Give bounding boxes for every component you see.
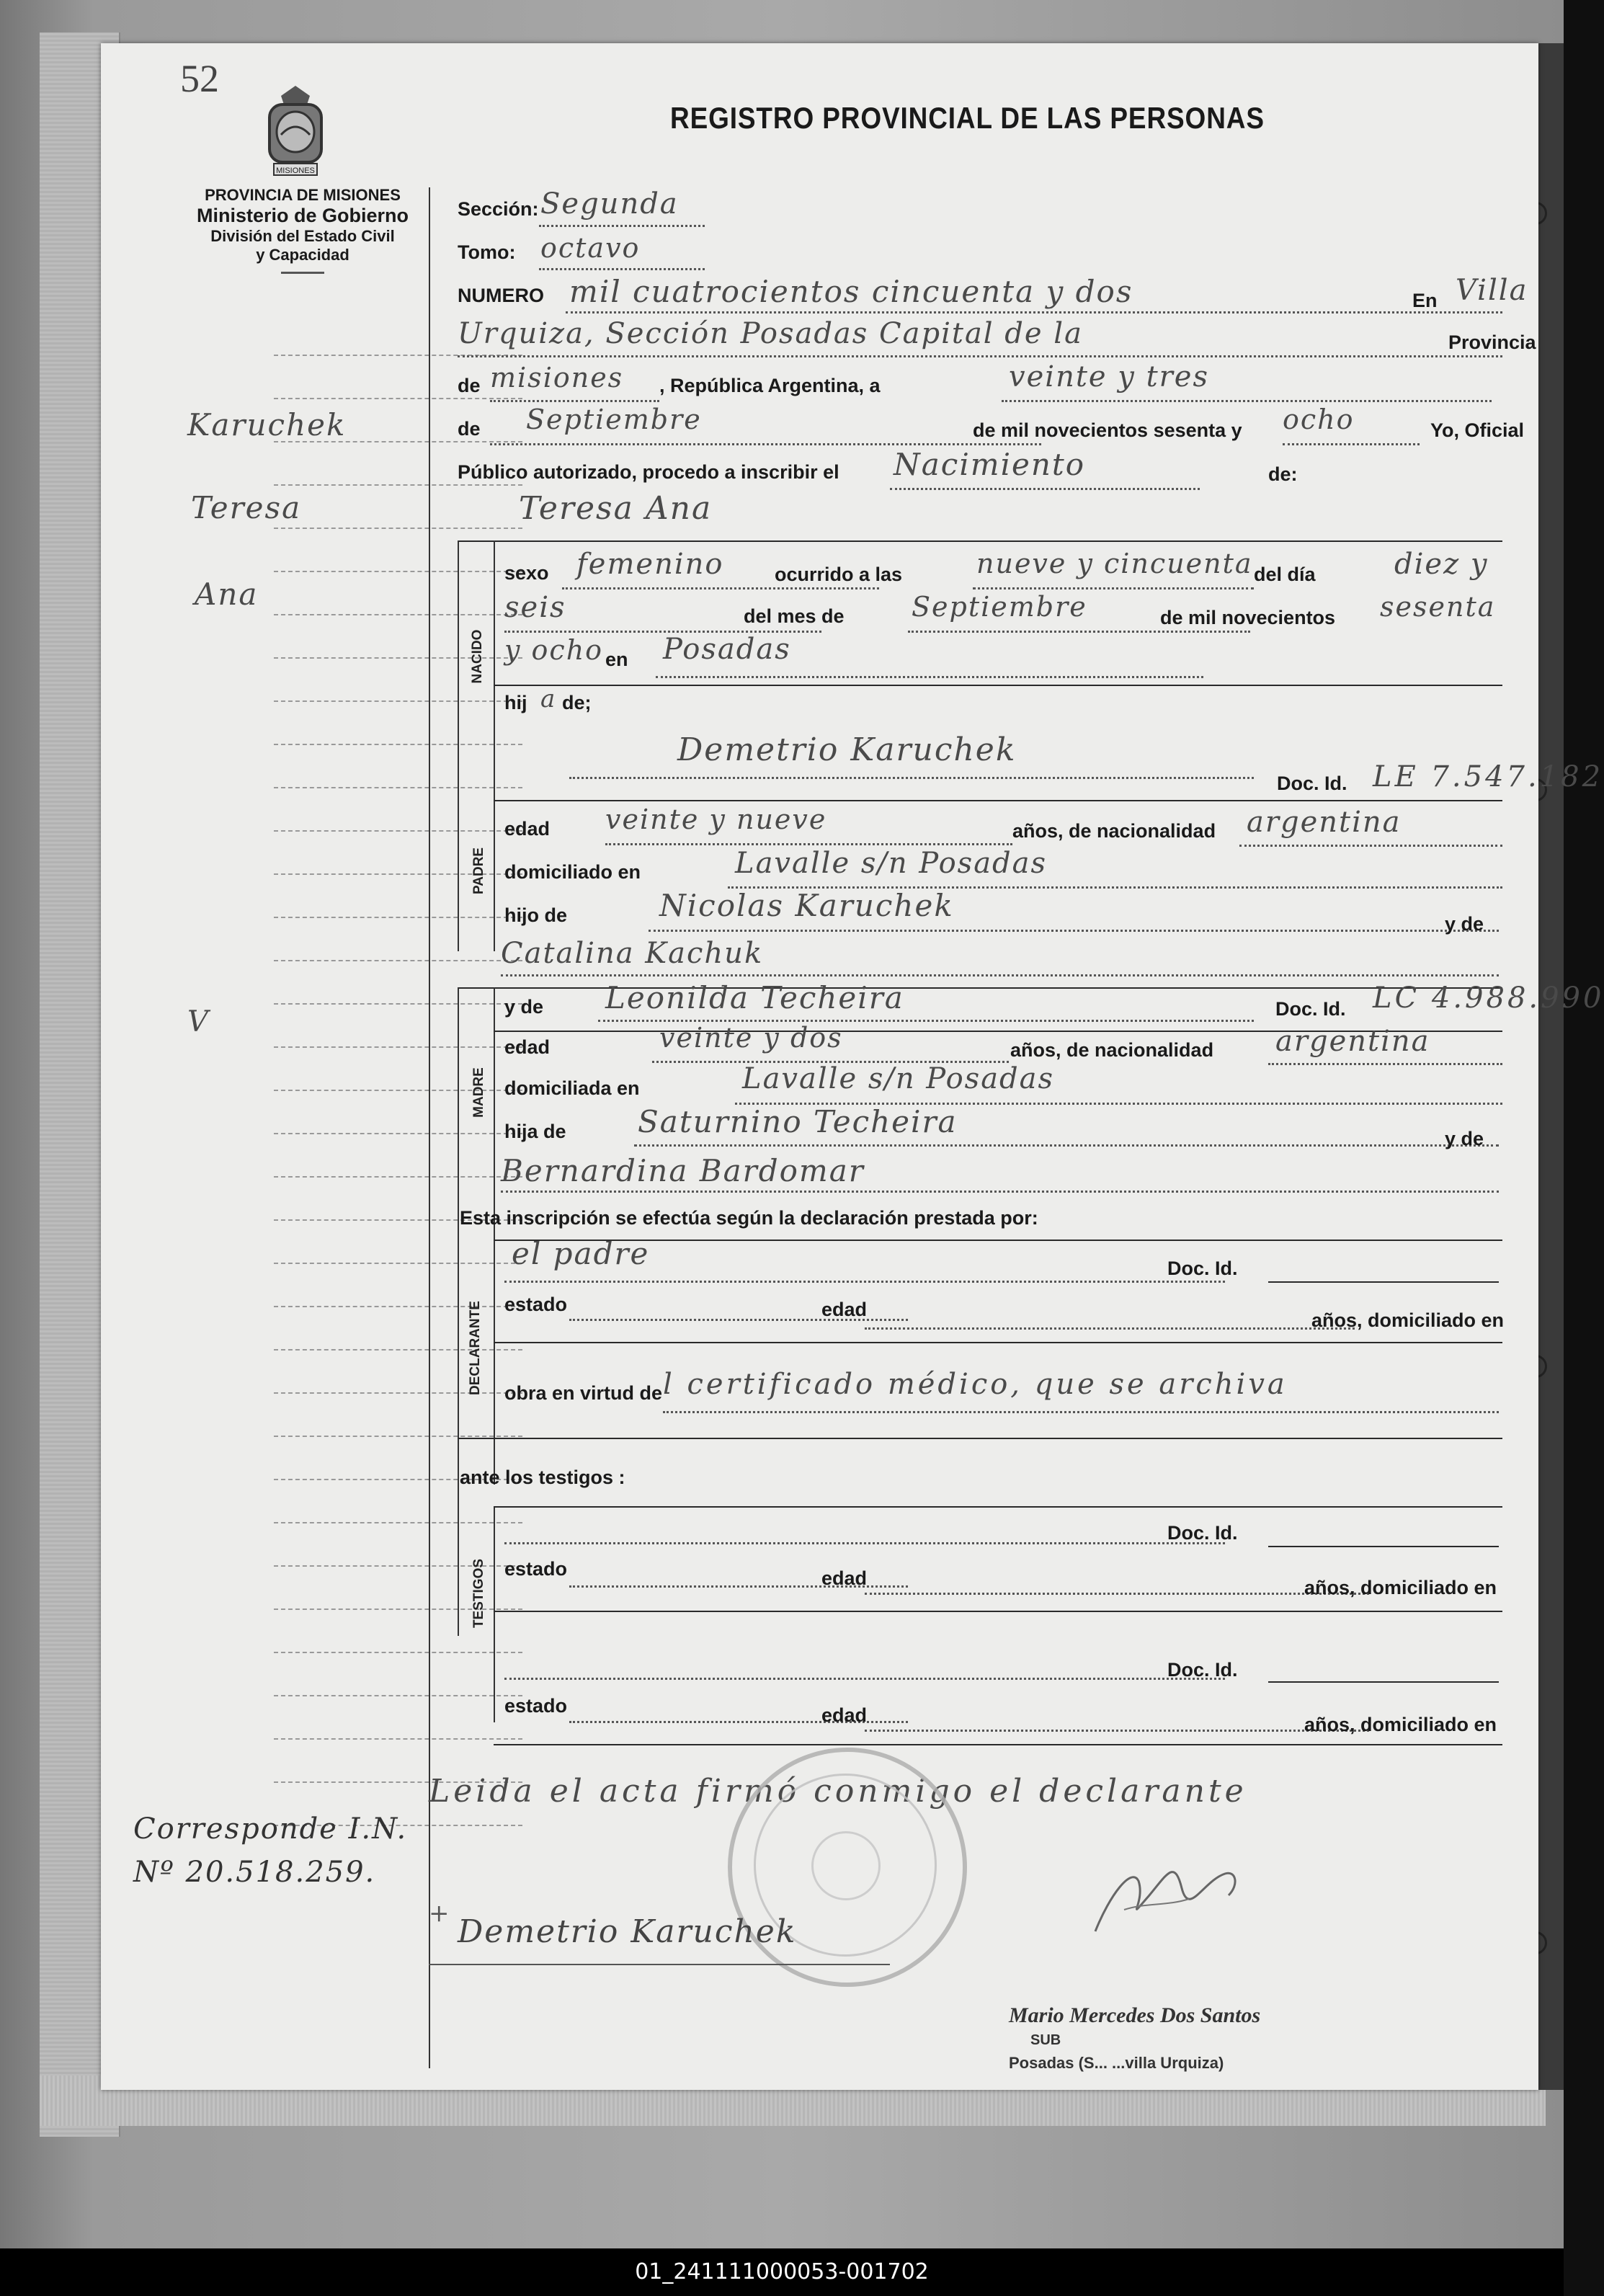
margin-rule bbox=[274, 1522, 522, 1523]
label-testigo2-estado: estado bbox=[504, 1695, 568, 1717]
label-en: En bbox=[1412, 290, 1438, 311]
value-madre-edad: veinte y dos bbox=[659, 1022, 843, 1054]
label-testigo2-edad: edad bbox=[821, 1704, 868, 1726]
margin-rule bbox=[274, 700, 522, 702]
label-seccion: Sección: bbox=[458, 198, 539, 220]
margin-note-line-1: Corresponde I.N. bbox=[133, 1812, 408, 1846]
label-del-dia: del día bbox=[1254, 564, 1316, 585]
value-seccion: Segunda bbox=[540, 187, 679, 221]
label-de-colon: de: bbox=[1268, 463, 1298, 485]
margin-rule bbox=[274, 1695, 522, 1696]
value-mes-fecha: Septiembre bbox=[526, 404, 702, 435]
label-declarante-edad: edad bbox=[821, 1299, 868, 1320]
label-declarante-domiciliado: años, domiciliado en bbox=[1311, 1309, 1505, 1331]
margin-rule bbox=[274, 528, 522, 529]
label-publico: Público autorizado, procedo a inscribir el bbox=[458, 461, 839, 483]
official-name: Mario Mercedes Dos Santos bbox=[1009, 2003, 1261, 2027]
label-madre-hija-de: hija de bbox=[504, 1121, 566, 1142]
label-madre-domicilio: domiciliada en bbox=[504, 1077, 640, 1099]
value-dia-nacimiento-2: seis bbox=[504, 591, 566, 624]
label-de-semicolon: de; bbox=[562, 692, 592, 713]
value-declarante: el padre bbox=[512, 1236, 650, 1271]
section-padre: PADRE bbox=[471, 847, 486, 894]
value-hora: nueve y cincuenta bbox=[976, 548, 1253, 579]
label-sexo: sexo bbox=[504, 562, 549, 584]
value-padre-domicilio: Lavalle s/n Posadas bbox=[735, 847, 1048, 880]
margin-note-line-2: Nº 20.518.259. bbox=[133, 1856, 376, 1889]
value-sexo: femenino bbox=[576, 548, 724, 581]
label-madre-nacionalidad: años, de nacionalidad bbox=[1010, 1039, 1214, 1061]
label-padre-nacionalidad: años, de nacionalidad bbox=[1012, 820, 1216, 842]
label-republica: , República Argentina, a bbox=[659, 375, 881, 396]
value-anio-fecha: ocho bbox=[1283, 404, 1355, 435]
seal-label: MISIONES bbox=[276, 166, 315, 175]
official-stamp bbox=[728, 1748, 967, 1987]
value-madre-nombre: Leonilda Techeira bbox=[605, 980, 904, 1015]
label-madre-y-de-2: y de bbox=[1445, 1128, 1484, 1149]
label-de-mil-novecientos: de mil novecientos bbox=[1160, 607, 1336, 628]
margin-surname: Karuchek bbox=[187, 407, 347, 442]
value-anio-nacimiento-2: y ocho bbox=[504, 634, 604, 666]
margin-rule bbox=[274, 1046, 522, 1048]
margin-rule bbox=[274, 787, 522, 788]
label-ocurrido: ocurrido a las bbox=[775, 564, 903, 585]
official-signature-icon bbox=[1081, 1852, 1254, 1946]
issuer-capacity: y Capacidad bbox=[256, 246, 349, 264]
label-padre-hijo-de: hijo de bbox=[504, 904, 567, 926]
value-padre-madre: Catalina Kachuk bbox=[501, 937, 764, 970]
value-madre-madre: Bernardina Bardomar bbox=[501, 1153, 865, 1188]
issuer-block bbox=[166, 186, 440, 274]
margin-rule bbox=[274, 1436, 522, 1437]
issuer-ministry: Ministerio de Gobierno bbox=[196, 205, 409, 226]
section-nacido: NACIDO bbox=[470, 629, 485, 684]
margin-rule bbox=[274, 571, 522, 572]
margin-name-1: Teresa bbox=[191, 490, 302, 525]
provincial-seal-icon bbox=[259, 83, 331, 180]
label-testigo2-doc: Doc. Id. bbox=[1167, 1659, 1238, 1681]
value-hij-suffix: a bbox=[540, 685, 557, 713]
value-numero: mil cuatrocientos cincuenta y dos bbox=[569, 274, 1133, 309]
value-provincia: misiones bbox=[490, 362, 624, 393]
label-madre-doc: Doc. Id. bbox=[1275, 998, 1346, 1020]
value-acto: Nacimiento bbox=[894, 447, 1086, 482]
label-obra: obra en virtud de bbox=[504, 1382, 663, 1404]
label-testigo1-estado: estado bbox=[504, 1558, 568, 1580]
label-declaracion: Esta inscripción se efectúa según la declaración prestada por: bbox=[460, 1207, 1038, 1229]
label-testigos: ante los testigos : bbox=[460, 1467, 625, 1488]
value-madre-padre: Saturnino Techeira bbox=[638, 1104, 958, 1139]
margin-rule bbox=[274, 744, 522, 745]
label-tomo: Tomo: bbox=[458, 241, 516, 263]
value-padre-padre: Nicolas Karuchek bbox=[659, 888, 954, 923]
value-madre-doc: LC 4.988.990 bbox=[1373, 982, 1604, 1015]
label-hij: hij bbox=[504, 692, 527, 713]
margin-rule bbox=[274, 1176, 522, 1178]
margin-rule bbox=[274, 1133, 522, 1134]
margin-rule bbox=[274, 960, 522, 961]
margin-rule bbox=[274, 1392, 522, 1394]
record-page: 52 MISIONES REGISTRO PROVINCIAL DE LAS PERSONAS PROVINCIA DE MISIONES Ministerio de Gobierno División del Estado Civil y Capacidad Karuchek Teresa Ana V Corresponde I.N. Nº 20.518.259. Sección: Segunda Tomo: octavo NUMERO mil cuatrocientos cincuenta y dos En Villa Urquiza, Sección Posadas Capital de la Provincia de misiones , República Argentina, a veinte y tres de Septiembre de mil novecientos sesenta y ocho Yo, Oficial Público autorizado, procedo a inscribir el Nacimiento de: Teresa Ana NACIDO sexo femenino ocurrido a las nueve y cincuenta del día diez y seis del mes de Septiembre de mil novecientos sesenta y ocho en Posadas hij a de; Demetrio Karuchek Doc. Id. LE 7.547.182 PADRE edad veinte y nueve años, de nacionalidad argentina domiciliado en Lavalle s/n Posadas hijo de Nicolas Karuchek y de Catalina Kachuk y de Leonilda Techeira Doc. Id. LC 4.988.990 MADRE edad veinte y dos años, de nacionalidad argentina domiciliada en Lavalle s/n Posadas hija de Saturnino Techeira y de Bernardina Bardomar Esta inscripción se efectúa según la declaración prestada por: el padre Doc. Id. DECLARANTE estado edad años, domiciliado en obra en virtud de l certificado médico, que se archiva ante los testigos : TESTIGOS Doc. Id. estado edad años, domiciliado en Doc. Id. estado edad años, domiciliado en Leida el acta firmó conmigo el declarante + Demetrio Karuchek Mario Mercedes Dos Santos SUB Posadas (S... ...villa Urquiza) bbox=[101, 43, 1538, 2090]
value-madre-domicilio: Lavalle s/n Posadas bbox=[742, 1062, 1055, 1095]
official-location: Posadas (S... ...villa Urquiza) bbox=[1009, 2054, 1224, 2072]
label-padre-edad: edad bbox=[504, 818, 551, 840]
margin-rule bbox=[274, 1349, 522, 1351]
label-yo-oficial: Yo, Oficial bbox=[1430, 419, 1525, 441]
value-firma-declarante: Demetrio Karuchek bbox=[458, 1913, 797, 1950]
label-testigo1-domiciliado: años, domiciliado en bbox=[1304, 1577, 1497, 1598]
label-padre-domicilio: domiciliado en bbox=[504, 861, 641, 883]
value-padre-nacionalidad: argentina bbox=[1247, 806, 1402, 839]
margin-rule bbox=[274, 614, 522, 615]
value-cierre: Leida el acta firmó conmigo el declarante bbox=[429, 1773, 1247, 1810]
label-testigo1-edad: edad bbox=[821, 1567, 868, 1589]
value-dia-nacimiento: diez y bbox=[1394, 548, 1489, 581]
label-declarante-doc: Doc. Id. bbox=[1167, 1258, 1238, 1279]
issuer-province: PROVINCIA DE MISIONES bbox=[205, 186, 401, 204]
value-padre-nombre: Demetrio Karuchek bbox=[677, 731, 1017, 768]
section-testigos: TESTIGOS bbox=[471, 1558, 486, 1629]
value-madre-nacionalidad: argentina bbox=[1275, 1025, 1430, 1058]
margin-rule bbox=[274, 1738, 522, 1740]
margin-rule bbox=[274, 830, 522, 832]
value-obra: l certificado médico, que se archiva bbox=[663, 1368, 1288, 1401]
margin-rule bbox=[274, 1306, 522, 1307]
label-del-mes: del mes de bbox=[744, 605, 845, 627]
margin-rule bbox=[274, 1263, 522, 1264]
section-declarante: DECLARANTE bbox=[468, 1301, 483, 1395]
page-right-edge bbox=[1538, 43, 1564, 2090]
label-en-lugar: en bbox=[605, 649, 628, 670]
page-number: 52 bbox=[180, 57, 219, 100]
margin-rule bbox=[274, 1652, 522, 1653]
label-padre-doc: Doc. Id. bbox=[1277, 773, 1347, 794]
value-en-lugar: Villa bbox=[1456, 274, 1528, 307]
margin-rule bbox=[274, 484, 522, 486]
label-padre-y-de: y de bbox=[1445, 913, 1484, 935]
label-provincia: Provincia bbox=[1448, 332, 1536, 353]
value-anio-nacimiento: sesenta bbox=[1380, 591, 1496, 623]
label-de-mil: de mil novecientos sesenta y bbox=[973, 419, 1242, 441]
label-de-mes: de bbox=[458, 418, 481, 440]
value-dia-fecha: veinte y tres bbox=[1009, 360, 1209, 393]
image-id-caption: 01_241111000053-001702 bbox=[0, 2248, 1564, 2296]
label-numero: NUMERO bbox=[458, 285, 544, 306]
label-testigo2-domiciliado: años, domiciliado en bbox=[1304, 1714, 1497, 1735]
issuer-division: División del Estado Civil bbox=[210, 227, 395, 245]
label-madre-edad: edad bbox=[504, 1036, 551, 1058]
margin-rule bbox=[274, 917, 522, 918]
margin-rule bbox=[274, 1003, 522, 1005]
official-role: SUB bbox=[1030, 2032, 1061, 2048]
value-tomo: octavo bbox=[540, 232, 641, 264]
value-lugar-nacimiento: Posadas bbox=[663, 633, 791, 666]
section-madre: MADRE bbox=[471, 1067, 486, 1118]
label-testigo1-doc: Doc. Id. bbox=[1167, 1522, 1238, 1544]
margin-checkmark: V bbox=[187, 1005, 210, 1038]
label-declarante-estado: estado bbox=[504, 1294, 568, 1315]
value-padre-doc: LE 7.547.182 bbox=[1373, 760, 1604, 793]
margin-name-2: Ana bbox=[195, 577, 259, 612]
value-padre-edad: veinte y nueve bbox=[605, 804, 827, 835]
document-title: REGISTRO PROVINCIAL DE LAS PERSONAS bbox=[670, 101, 1265, 135]
value-mes-nacimiento: Septiembre bbox=[912, 591, 1087, 623]
label-madre-y-de: y de bbox=[504, 996, 544, 1018]
margin-rule bbox=[274, 398, 522, 399]
label-de-provincia: de bbox=[458, 375, 481, 396]
value-lugar-line-2: Urquiza, Sección Posadas Capital de la bbox=[458, 317, 1083, 350]
value-nombre: Teresa Ana bbox=[519, 490, 713, 527]
